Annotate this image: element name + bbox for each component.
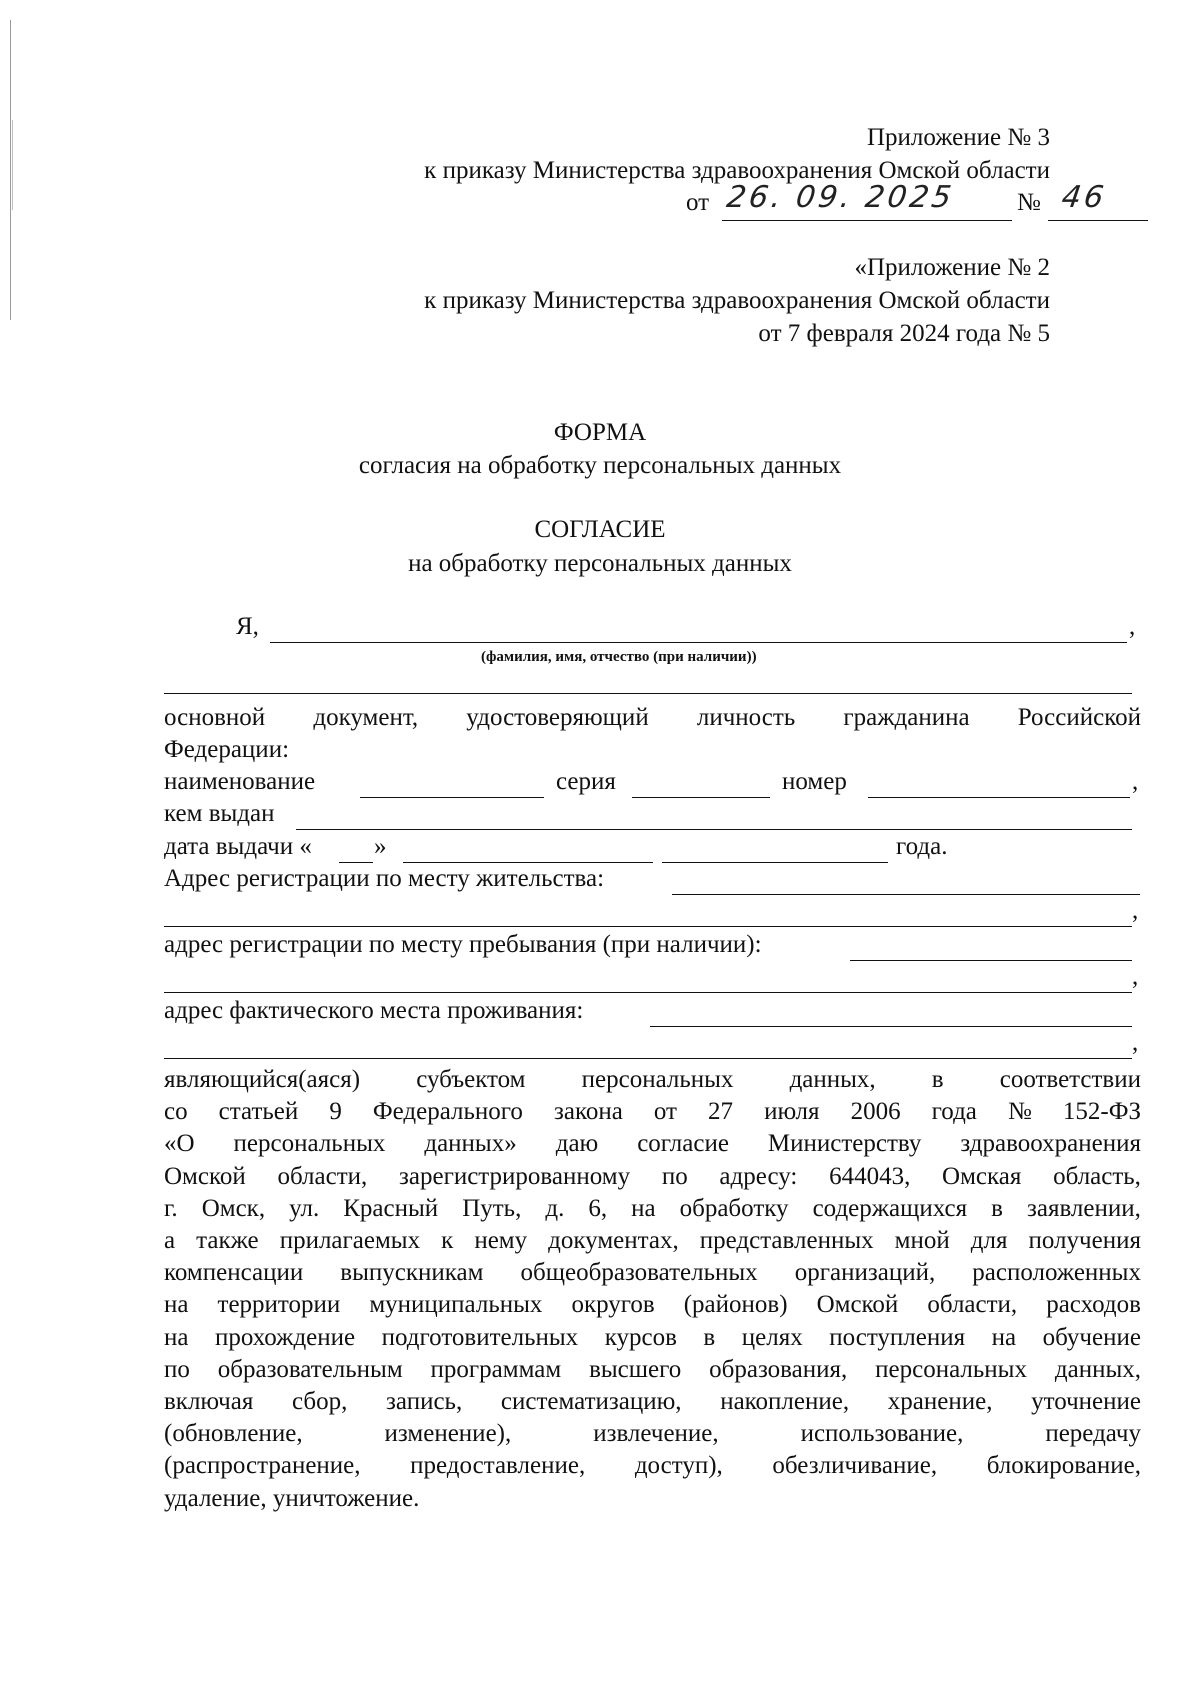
- consent-text-line: [164, 1322, 1141, 1354]
- word: представленных: [699, 1227, 874, 1255]
- word: территории: [217, 1291, 341, 1319]
- doc-number-label: номер: [782, 768, 847, 795]
- consent-text-line: [164, 1064, 1141, 1096]
- reg-address-comma: ,: [1132, 897, 1139, 924]
- word: документ,: [313, 704, 419, 731]
- word: поступления: [829, 1323, 966, 1351]
- word: ул.: [289, 1194, 320, 1222]
- appendix-order: к приказу Министерства здравоохранения Омской области: [424, 157, 1050, 184]
- word: в: [931, 1066, 944, 1093]
- word: курсов: [604, 1323, 677, 1351]
- word: округов: [571, 1291, 655, 1319]
- word: 644043,: [829, 1162, 911, 1190]
- word: Омск,: [201, 1194, 266, 1222]
- word: данных,: [789, 1066, 876, 1093]
- word: г.: [164, 1194, 178, 1222]
- word: здравоохранения: [960, 1130, 1141, 1158]
- word: 6,: [588, 1194, 608, 1222]
- appendix-title: Приложение № 3: [866, 124, 1050, 151]
- word: на: [991, 1323, 1017, 1351]
- word: Федерального: [372, 1098, 523, 1126]
- form-title: ФОРМА: [553, 419, 647, 446]
- word: мной: [894, 1227, 950, 1255]
- word: июля: [764, 1098, 820, 1126]
- word: зарегистрированному: [399, 1162, 631, 1190]
- word: документах,: [548, 1227, 679, 1255]
- doc-number-comma: ,: [1132, 768, 1139, 795]
- reg-address-field[interactable]: [672, 894, 1140, 895]
- number-handwritten: 46: [1059, 180, 1109, 215]
- consent-text-line: [164, 1418, 1141, 1450]
- word: в: [703, 1323, 716, 1351]
- word: хранение,: [887, 1388, 993, 1416]
- word: 2006: [850, 1098, 901, 1126]
- word: являющийся(аяся): [164, 1066, 361, 1093]
- actual-address-field[interactable]: [650, 1026, 1132, 1027]
- consent-subtitle: на обработку персональных данных: [408, 550, 792, 577]
- consent-text-line: [164, 1386, 1141, 1418]
- word: субъектом: [416, 1066, 526, 1093]
- word: 9: [329, 1098, 342, 1126]
- word: №: [1007, 1098, 1032, 1126]
- word: удостоверяющий: [466, 704, 649, 731]
- scan-edge-mark: [12, 120, 13, 210]
- actual-address-comma: ,: [1132, 1029, 1139, 1056]
- word: расходов: [1046, 1291, 1141, 1319]
- date-underline: [722, 220, 1012, 221]
- word: личность: [696, 704, 796, 731]
- word: персональных: [875, 1355, 1027, 1383]
- reg-address-label: Адрес регистрации по месту жительства:: [164, 865, 605, 892]
- consent-text-line: [164, 1450, 1141, 1482]
- word: расположенных: [972, 1259, 1141, 1287]
- date-prefix: от: [686, 189, 710, 216]
- word: область,: [1053, 1162, 1141, 1190]
- word: для: [970, 1227, 1008, 1255]
- word: а: [164, 1227, 176, 1255]
- word: образовательным: [217, 1355, 403, 1383]
- stay-address-field[interactable]: [850, 960, 1132, 961]
- word: (районов): [683, 1291, 788, 1319]
- word: муниципальных: [369, 1291, 543, 1319]
- consent-title: СОГЛАСИЕ: [534, 516, 666, 543]
- word: уточнение: [1031, 1388, 1141, 1416]
- word: к: [441, 1227, 454, 1255]
- stay-address-comma: ,: [1132, 963, 1139, 990]
- word: программам: [430, 1355, 562, 1383]
- consent-text-last-line: удаление, уничтожение.: [164, 1484, 420, 1512]
- word: обработку: [679, 1194, 789, 1222]
- consent-text-line: [164, 1193, 1141, 1225]
- word: получения: [1028, 1227, 1141, 1255]
- consent-text-line: [164, 1289, 1141, 1321]
- issue-date-close: »: [374, 833, 387, 860]
- word: от: [653, 1098, 677, 1126]
- word: Омской: [164, 1162, 246, 1190]
- word: по: [661, 1162, 688, 1190]
- word: общеобразовательных: [520, 1259, 758, 1287]
- fio-caption: (фамилия, имя, отчество (при наличии)): [481, 649, 757, 665]
- word: «О: [164, 1130, 195, 1158]
- word: д.: [545, 1194, 565, 1222]
- doc-series-field[interactable]: [632, 797, 770, 798]
- reg-address-field-2[interactable]: [164, 926, 1132, 927]
- fio-underline: [270, 642, 1127, 643]
- doc-series-label: серия: [556, 768, 616, 795]
- fio-underline-2: [164, 693, 1132, 694]
- word: со: [164, 1098, 188, 1126]
- word: Российской: [1017, 704, 1141, 731]
- doc-name-label: наименование: [164, 768, 316, 795]
- consent-text-line: [164, 1225, 1141, 1257]
- word: обучение: [1042, 1323, 1141, 1351]
- issued-by-label: кем выдан: [164, 800, 275, 827]
- stay-address-field-2[interactable]: [164, 992, 1132, 993]
- word: обезличивание,: [772, 1452, 938, 1480]
- consent-text-line: [164, 1257, 1141, 1289]
- word: даю: [555, 1130, 599, 1158]
- issue-date-label: дата выдачи «: [164, 833, 312, 860]
- word: подготовительных: [381, 1323, 579, 1351]
- word: 27: [708, 1098, 734, 1126]
- i-prefix: Я,: [236, 613, 259, 640]
- word: сбор,: [292, 1388, 348, 1416]
- actual-address-field-2[interactable]: [164, 1058, 1132, 1059]
- issue-day-field[interactable]: [339, 862, 373, 863]
- word: нему: [474, 1227, 528, 1255]
- word: 152-ФЗ: [1062, 1098, 1141, 1126]
- document-label-line-2: Федерации:: [164, 736, 290, 764]
- scan-edge-mark: [10, 20, 11, 320]
- consent-text-line: [164, 1161, 1141, 1193]
- word: передачу: [1045, 1420, 1141, 1448]
- word: включая: [164, 1388, 254, 1416]
- word: на: [164, 1291, 189, 1319]
- word: согласие: [637, 1130, 729, 1158]
- word: запись,: [386, 1388, 463, 1416]
- word: компенсации: [164, 1259, 304, 1287]
- word: соответствии: [999, 1066, 1141, 1093]
- word: Путь,: [462, 1194, 522, 1222]
- word: изменение),: [384, 1420, 512, 1448]
- word: блокирование,: [986, 1452, 1141, 1480]
- word: также: [196, 1227, 259, 1255]
- issue-month-field[interactable]: [403, 862, 653, 863]
- consent-text: [164, 1064, 1141, 1515]
- prev-appendix-order: к приказу Министерства здравоохранения Омской области: [424, 287, 1050, 314]
- stay-address-label: адрес регистрации по месту пребывания (при наличии):: [164, 931, 762, 958]
- word: Министерству: [767, 1130, 922, 1158]
- prev-appendix-title: «Приложение № 2: [854, 254, 1050, 281]
- word: прохождение: [215, 1323, 356, 1351]
- consent-text-line: [164, 1128, 1141, 1160]
- word: использование,: [800, 1420, 964, 1448]
- word: статьей: [218, 1098, 299, 1126]
- word: (обновление,: [164, 1420, 303, 1448]
- word: Омская: [942, 1162, 1022, 1190]
- word: накопление,: [720, 1388, 850, 1416]
- word: выпускникам: [340, 1259, 484, 1287]
- fio-comma: ,: [1129, 613, 1136, 640]
- word: данных»: [424, 1130, 517, 1158]
- word: высшего: [589, 1355, 682, 1383]
- word: заявлении,: [1026, 1194, 1141, 1222]
- word: систематизацию,: [500, 1388, 682, 1416]
- word: гражданина: [843, 704, 970, 731]
- word: в: [991, 1194, 1003, 1222]
- word: (распространение,: [164, 1452, 361, 1480]
- word: прилагаемых: [279, 1227, 421, 1255]
- form-subtitle: согласия на обработку персональных данных: [358, 452, 842, 479]
- word: Красный: [343, 1194, 439, 1222]
- word: образования,: [709, 1355, 848, 1383]
- word: предоставление,: [410, 1452, 586, 1480]
- word: основной: [164, 704, 266, 731]
- year-label: года.: [896, 833, 948, 860]
- doc-number-field[interactable]: [868, 797, 1130, 798]
- word: извлечение,: [593, 1420, 719, 1448]
- word: целях: [741, 1323, 803, 1351]
- consent-text-line: [164, 1354, 1141, 1386]
- number-sign: №: [1017, 189, 1041, 216]
- word: на: [631, 1194, 656, 1222]
- prev-appendix-date: от 7 февраля 2024 года № 5: [758, 320, 1050, 347]
- word: содержащихся: [812, 1194, 968, 1222]
- word: года: [931, 1098, 977, 1126]
- actual-address-label: адрес фактического места проживания:: [164, 997, 584, 1024]
- date-handwritten: 26. 09. 2025: [724, 180, 957, 215]
- word: персональных: [581, 1066, 734, 1093]
- word: адресу:: [719, 1162, 798, 1190]
- consent-text-line: [164, 1096, 1141, 1128]
- document-label-block: [164, 702, 1141, 766]
- word: на: [164, 1323, 189, 1351]
- number-underline: [1048, 220, 1148, 221]
- word: доступ),: [634, 1452, 723, 1480]
- word: области,: [277, 1162, 368, 1190]
- word: Омской: [816, 1291, 899, 1319]
- word: по: [164, 1355, 190, 1383]
- word: организаций,: [794, 1259, 936, 1287]
- word: данных,: [1054, 1355, 1141, 1383]
- issued-by-field[interactable]: [296, 829, 1132, 830]
- document-label-line: [164, 702, 1141, 734]
- word: закона: [553, 1098, 623, 1126]
- doc-name-field[interactable]: [360, 797, 544, 798]
- issue-year-field[interactable]: [662, 862, 888, 863]
- word: персональных: [233, 1130, 386, 1158]
- word: области,: [927, 1291, 1018, 1319]
